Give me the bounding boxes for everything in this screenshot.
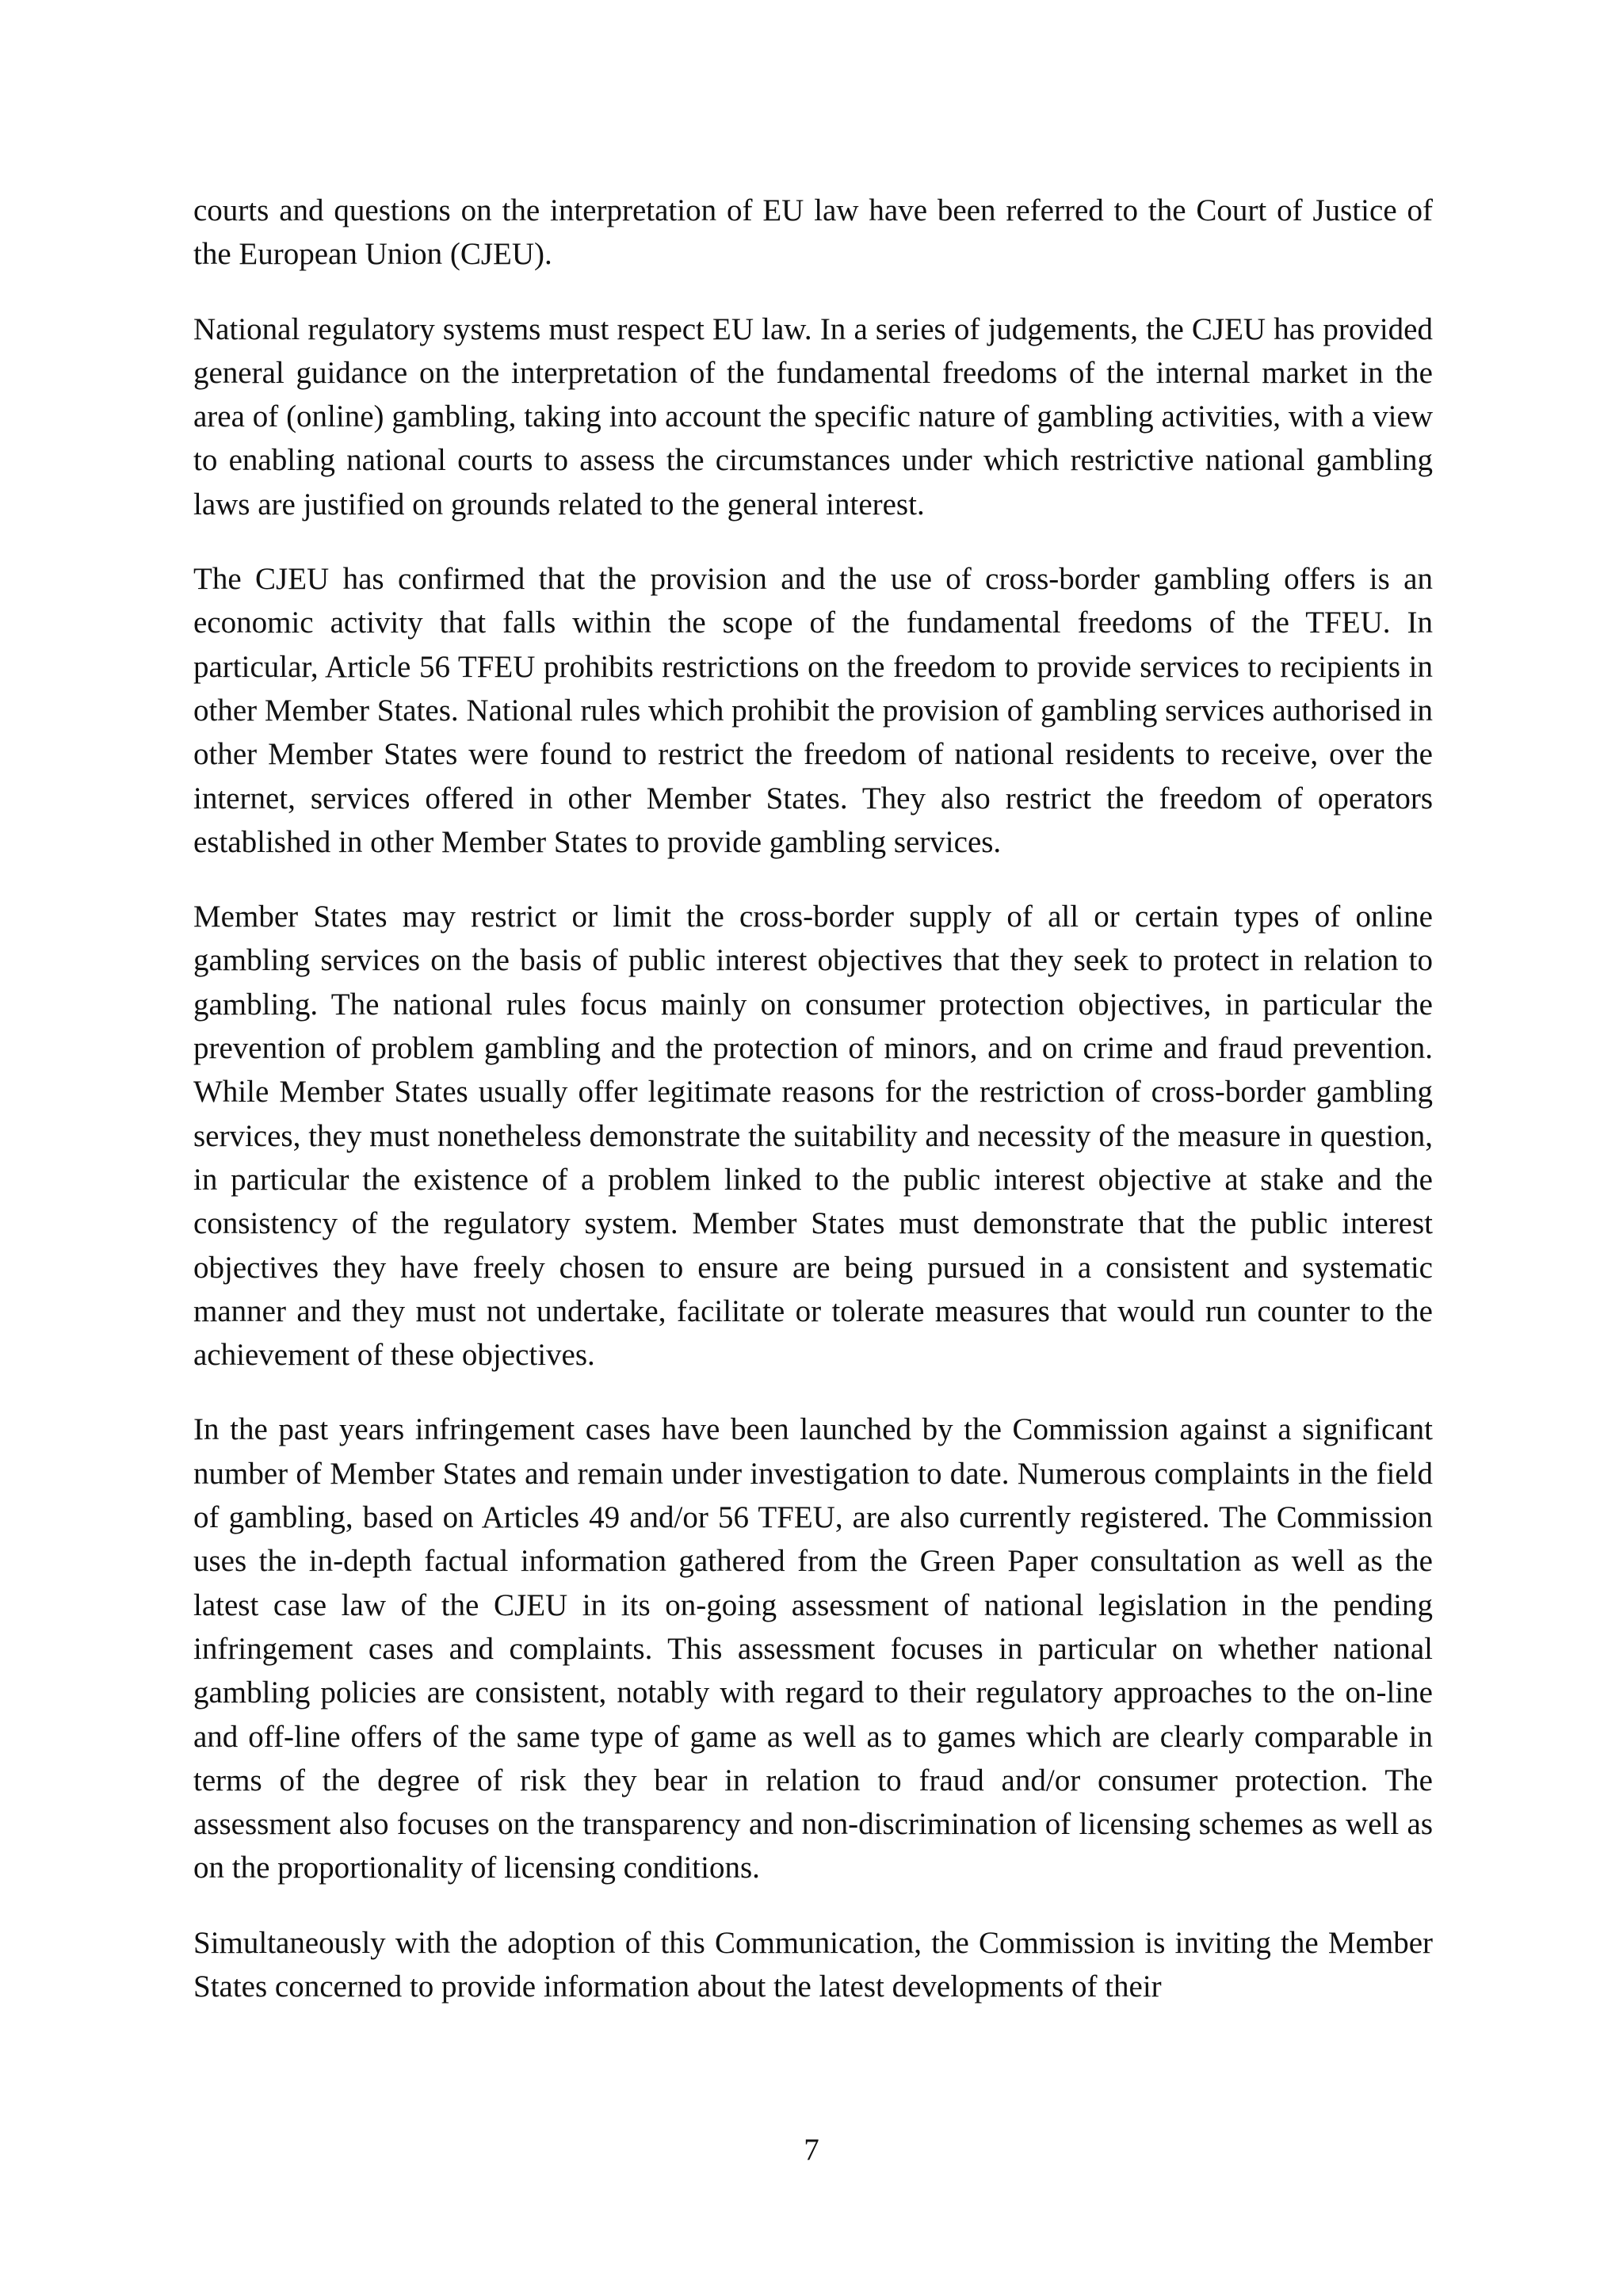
- paragraph-4: Member States may restrict or limit the cross-border supply of all or certain types of online gambling services on the basis of public interest objectives that they seek to protect in relation to gambling. The national rules focus mainly on consumer protection objectives, in particular the prevention of problem gambling and the protection of minors, and on crime and fraud prevention. While Member States usually offer legitimate reasons for the restriction of cross-border gambling services, they must nonetheless demonstrate the suitability and necessity of the measure in question, in particular the existence of a problem linked to the public interest objective at stake and the consistency of the regulatory system. Member States must demonstrate that the public interest objectives they have freely chosen to ensure are being pursued in a consistent and systematic manner and they must not undertake, facilitate or tolerate measures that would run counter to the achievement of these objectives.: [193, 900, 1433, 1373]
- paragraph-5: In the past years infringement cases have been launched by the Commission against a significant number of Member States and remain under investigation to date. Numerous complaints in the field of gambling, based on Articles 49 and/or 56 TFEU, are also currently registered. The Commission uses the in-depth factual information gathered from the Green Paper consultation as well as the latest case law of the CJEU in its on-going assessment of national legislation in the pending infringement cases and complaints. This assessment focuses in particular on whether national gambling policies are consistent, notably with regard to their regulatory approaches to the on-line and off-line offers of the same type of game as well as to games which are clearly comparable in terms of the degree of risk they bear in relation to fraud and/or consumer protection. The assessment also focuses on the transparency and non-discrimination of licensing schemes as well as on the proportionality of licensing conditions.: [193, 1412, 1433, 1885]
- paragraph-1: courts and questions on the interpretation of EU law have been referred to the Court of Justice of the European Union (CJEU).: [193, 193, 1433, 272]
- body-text: [193, 189, 1433, 2039]
- paragraph-3: The CJEU has confirmed that the provision and the use of cross-border gambling offers is an economic activity that falls within the scope of the fundamental freedoms of the TFEU. In particular, Article 56 TFEU prohibits restrictions on the freedom to provide services to recipients in other Member States. National rules which prohibit the provision of gambling services authorised in other Member States were found to restrict the freedom of national residents to receive, over the internet, services offered in other Member States. They also restrict the freedom of operators established in other Member States to provide gambling services.: [193, 562, 1433, 859]
- paragraph-6: Simultaneously with the adoption of this Communication, the Commission is inviting the Member States concerned to provide information about the latest developments of their: [193, 1925, 1433, 2004]
- page-number: 7: [804, 2133, 819, 2167]
- paragraph-2: National regulatory systems must respect EU law. In a series of judgements, the CJEU has provided general guidance on the interpretation of the fundamental freedoms of the internal market in the area of (online) gambling, taking into account the specific nature of gambling activities, with a view to enabling national courts to assess the circumstances under which restrictive national gambling laws are justified on grounds related to the general interest.: [193, 311, 1433, 521]
